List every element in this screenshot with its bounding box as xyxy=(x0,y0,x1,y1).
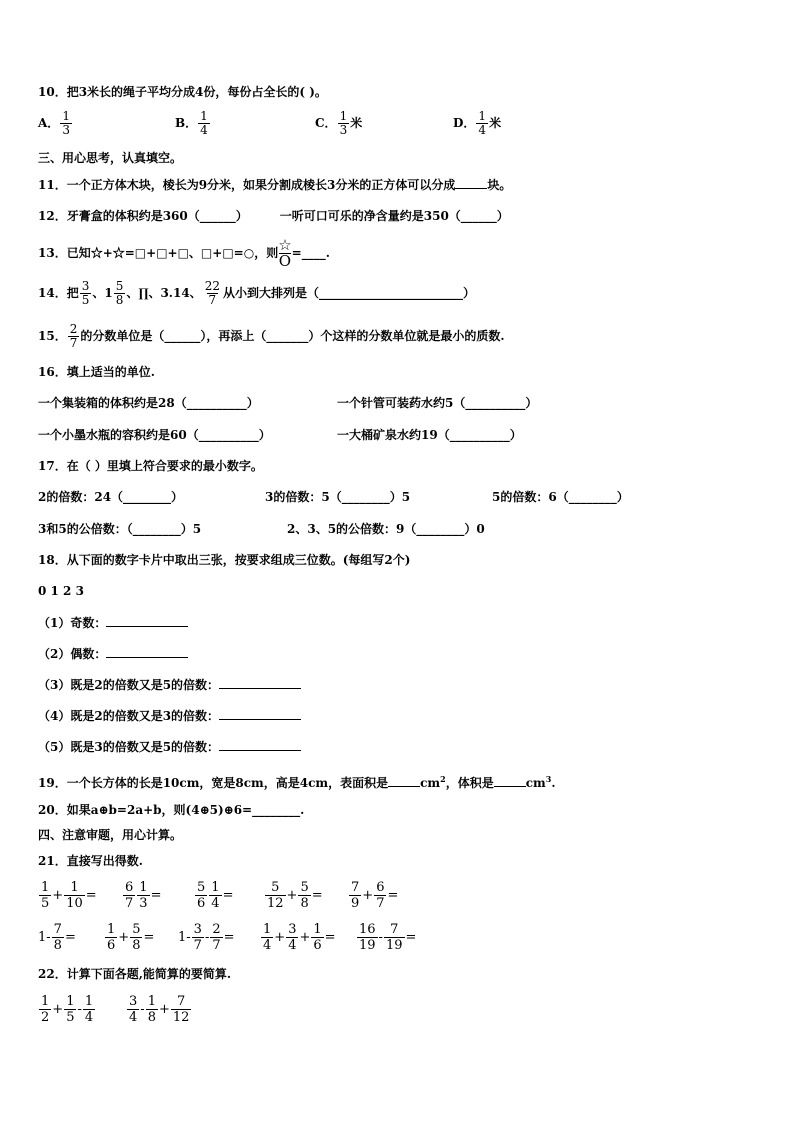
option-b: B． $\frac{1}{4}$ xyxy=(175,109,208,137)
q18-item-2: （2）偶数： xyxy=(38,646,188,662)
q21-expr-6: 1- $\frac{7}{8}$ = xyxy=(38,922,76,953)
option-a: A． $\frac{1}{3}$ xyxy=(38,109,70,137)
q18-item-1: （1）奇数： xyxy=(38,615,188,631)
q21-expr-2: $\frac{6}{7}$ $\frac{1}{3}$ = xyxy=(125,880,162,911)
option-d: D． $\frac{1}{4}$ 米 xyxy=(453,109,502,137)
question-20: 20．如果a⊕b=2a+b，则(4⊕5)⊕6=________. xyxy=(38,803,305,817)
q17-row1b: 3的倍数：5（________）5 xyxy=(265,490,411,504)
q21-expr-5: $\frac{7}{9}$ + $\frac{6}{7}$ = xyxy=(351,880,399,911)
q17-row1c: 5的倍数：6（________） xyxy=(492,490,629,504)
q21-expr-4: $\frac{5}{12}$ + $\frac{5}{8}$ = xyxy=(267,880,323,911)
question-14: 14．把 $\frac{3}{5}$ 、1 $\frac{5}{8}$ 、∏、3.14、 $\frac{22}{7}$ 从小到大排列是（________________________） xyxy=(38,279,475,307)
section-4-heading: 四、注意审题，用心计算。 xyxy=(38,828,183,842)
question-22-title: 22．计算下面各题,能简算的要简算. xyxy=(38,967,232,981)
q21-expr-7: $\frac{1}{6}$ + $\frac{5}{8}$ = xyxy=(107,922,155,953)
q17-row2b: 2、3、5的公倍数：9（________）0 xyxy=(287,522,485,536)
q17-row1a: 2的倍数：24（________） xyxy=(38,490,184,504)
q21-expr-9: $\frac{1}{4}$ + $\frac{3}{4}$ + $\frac{1}{6}$ = xyxy=(263,922,336,953)
question-11: 11．一个正方体木块，棱长为9分米，如果分割成棱长3分米的正方体可以分成 块。 xyxy=(38,178,512,192)
q17-row2a: 3和5的公倍数：（________）5 xyxy=(38,522,202,536)
question-12: 12．牙膏盒的体积约是360（______） 一听可口可乐的净含量约是350（______） xyxy=(38,209,509,223)
question-16-title: 16．填上适当的单位. xyxy=(38,365,155,379)
q16-row1b: 一个针管可装药水约5（__________） xyxy=(337,396,538,410)
q21-expr-10: $\frac{16}{19}$ - $\frac{7}{19}$ = xyxy=(359,922,417,953)
q16-row2a: 一个小墨水瓶的容积约是60（__________） xyxy=(38,428,271,442)
question-13: 13．已知☆+☆=□+□+□、□+□=○，则 ☆ O =____. xyxy=(38,236,330,270)
section-3-heading: 三、用心思考，认真填空。 xyxy=(38,151,183,165)
option-c: C． $\frac{1}{3}$ 米 xyxy=(315,109,363,137)
question-15: 15． $\frac{2}{7}$ 的分数单位是（______），再添上（_______）个这样的分数单位就是最小的质数. xyxy=(38,322,505,350)
q18-item-3: （3）既是2的倍数又是5的倍数： xyxy=(38,677,301,693)
question-18-title: 18．从下面的数字卡片中取出三张，按要求组成三位数。(每组写2个) xyxy=(38,553,411,567)
q18-item-4: （4）既是2的倍数又是3的倍数： xyxy=(38,708,301,724)
q21-expr-8: 1- $\frac{3}{7}$ - $\frac{2}{7}$ = xyxy=(178,922,235,953)
q21-expr-1: $\frac{1}{5}$ + $\frac{1}{10}$ = xyxy=(41,880,97,911)
q22-expr-2: $\frac{3}{4}$ - $\frac{1}{8}$ + $\frac{7}{12}$ xyxy=(129,994,190,1025)
star-over-circle-fraction: ☆ O xyxy=(278,236,292,270)
question-10: 10．把3米长的绳子平均分成4份，每份占全长的( )。 xyxy=(38,85,327,99)
question-17-title: 17．在（ ）里填上符合要求的最小数字。 xyxy=(38,459,263,473)
q21-expr-3: $\frac{5}{6}$ $\frac{1}{4}$ = xyxy=(197,880,234,911)
q16-row2b: 一大桶矿泉水约19（__________） xyxy=(337,428,522,442)
question-19: 19．一个长方体的长是10cm，宽是8cm，高是4cm，表面积是 $cm^2$，体积是 $cm^3$. xyxy=(38,774,556,790)
q22-expr-1: $\frac{1}{2}$ + $\frac{1}{5}$ - $\frac{1}{4}$ xyxy=(41,994,94,1025)
q18-item-5: （5）既是3的倍数又是5的倍数： xyxy=(38,739,301,755)
question-21-title: 21．直接写出得数. xyxy=(38,854,143,868)
q16-row1a: 一个集装箱的体积约是28（__________） xyxy=(38,396,259,410)
number-cards: 0 1 2 3 xyxy=(38,584,84,598)
